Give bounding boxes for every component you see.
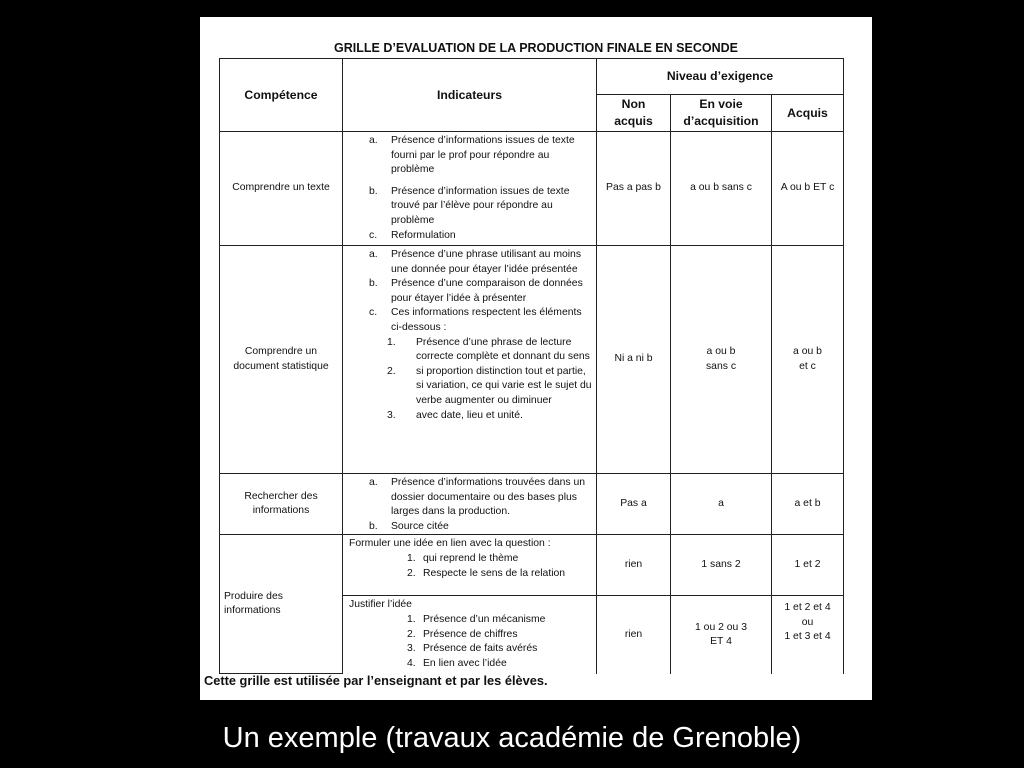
indicateurs-cell bbox=[343, 246, 597, 474]
competence-cell: Comprendre un texte bbox=[220, 132, 343, 246]
indicator-item: 4. En lien avec l’idée bbox=[407, 657, 507, 669]
header-niveau-exigence: Niveau d’exigence bbox=[597, 59, 844, 95]
table-row bbox=[220, 474, 844, 535]
indicator-item: 2. Présence de chiffres bbox=[407, 628, 518, 640]
en-voie-cell: a bbox=[671, 474, 772, 535]
competence-cell: Comprendre un document statistique bbox=[220, 246, 343, 474]
indicator-item: c. Reformulation bbox=[369, 229, 456, 241]
indicator-item: b. Source citée bbox=[369, 520, 449, 532]
indicateurs-cell bbox=[343, 132, 597, 246]
indicator-item: b. Présence d’une comparaison de données pour étayer l’idée à présenter bbox=[369, 278, 583, 304]
indicator-item: 2. Respecte le sens de la relation bbox=[407, 567, 566, 579]
sub-indicator-item: 1. Présence d’une phrase de lecture correcte complète et donnant du sens bbox=[387, 336, 590, 363]
indicator-item: 3. Présence de faits avérés bbox=[407, 643, 538, 655]
en-voie-cell: a ou b sans c bbox=[671, 132, 772, 246]
document-scan bbox=[200, 17, 872, 700]
table-row bbox=[220, 246, 844, 474]
indicateurs-cell bbox=[343, 535, 597, 596]
acquis-cell: a ou b et c bbox=[772, 246, 844, 474]
header-acquis: Acquis bbox=[772, 95, 844, 132]
header-non-acquis-line1: Non bbox=[621, 97, 646, 111]
header-indicateurs: Indicateurs bbox=[343, 59, 597, 132]
document-title: GRILLE D’EVALUATION DE LA PRODUCTION FINALE EN SECONDE bbox=[334, 41, 738, 55]
indicator-item: 1. qui reprend le thème bbox=[407, 552, 519, 564]
en-voie-cell: 1 sans 2 bbox=[671, 535, 772, 596]
sub-indicator-item: 2. si proportion distinction tout et partie, si variation, ce qui varie est le sujet du verbe augmenter ou diminuer bbox=[387, 365, 592, 406]
non-acquis-cell: Ni a ni b bbox=[597, 246, 671, 474]
evaluation-grid bbox=[219, 58, 844, 674]
sub-indicator-item: 3. avec date, lieu et unité. bbox=[387, 409, 523, 421]
non-acquis-cell: Pas a pas b bbox=[597, 132, 671, 246]
indicator-intro: Justifier l’idée bbox=[349, 599, 412, 611]
footer-note: Cette grille est utilisée par l’enseignant et par les élèves. bbox=[204, 673, 548, 688]
table-row bbox=[220, 535, 844, 596]
acquis-cell: a et b bbox=[772, 474, 844, 535]
indicator-item: a. Présence d’informations issues de texte fourni par le prof pour répondre au problème bbox=[369, 135, 575, 176]
indicator-intro: Formuler une idée en lien avec la question : bbox=[349, 538, 551, 550]
indicator-item: a. Présence d’informations trouvées dans un dossier documentaire ou des bases plus larges dans la production. bbox=[369, 477, 586, 518]
acquis-cell: 1 et 2 et 4 ou 1 et 3 et 4 bbox=[772, 596, 844, 674]
en-voie-cell: a ou b sans c bbox=[671, 246, 772, 474]
header-competence: Compétence bbox=[220, 59, 343, 132]
acquis-cell: A ou b ET c bbox=[772, 132, 844, 246]
competence-cell: Rechercher des informations bbox=[220, 474, 343, 535]
indicator-item: c. Ces informations respectent les éléments ci-dessous : bbox=[369, 307, 582, 333]
acquis-cell: 1 et 2 bbox=[772, 535, 844, 596]
header-en-voie bbox=[671, 95, 772, 132]
competence-cell: Produire des informations bbox=[220, 535, 343, 674]
en-voie-cell: 1 ou 2 ou 3 ET 4 bbox=[671, 596, 772, 674]
indicator-item: a. Présence d’une phrase utilisant au moins une donnée pour étayer l’idée présentée bbox=[369, 249, 582, 275]
non-acquis-cell: rien bbox=[597, 535, 671, 596]
indicateurs-cell bbox=[343, 596, 597, 674]
header-row-top bbox=[220, 59, 844, 95]
non-acquis-cell: rien bbox=[597, 596, 671, 674]
indicateurs-cell bbox=[343, 474, 597, 535]
indicator-item: 1. Présence d’un mécanisme bbox=[407, 613, 546, 625]
header-non-acquis-line2: acquis bbox=[614, 114, 653, 128]
indicator-item: b. Présence d’information issues de texte trouvé par l’élève pour répondre au problème bbox=[369, 185, 570, 226]
table-row bbox=[220, 132, 844, 246]
slide-caption: Un exemple (travaux académie de Grenoble) bbox=[222, 722, 802, 754]
header-en-voie-line2: d’acquisition bbox=[683, 114, 759, 128]
header-non-acquis bbox=[597, 95, 671, 132]
non-acquis-cell: Pas a bbox=[597, 474, 671, 535]
header-en-voie-line1: En voie bbox=[699, 97, 743, 111]
